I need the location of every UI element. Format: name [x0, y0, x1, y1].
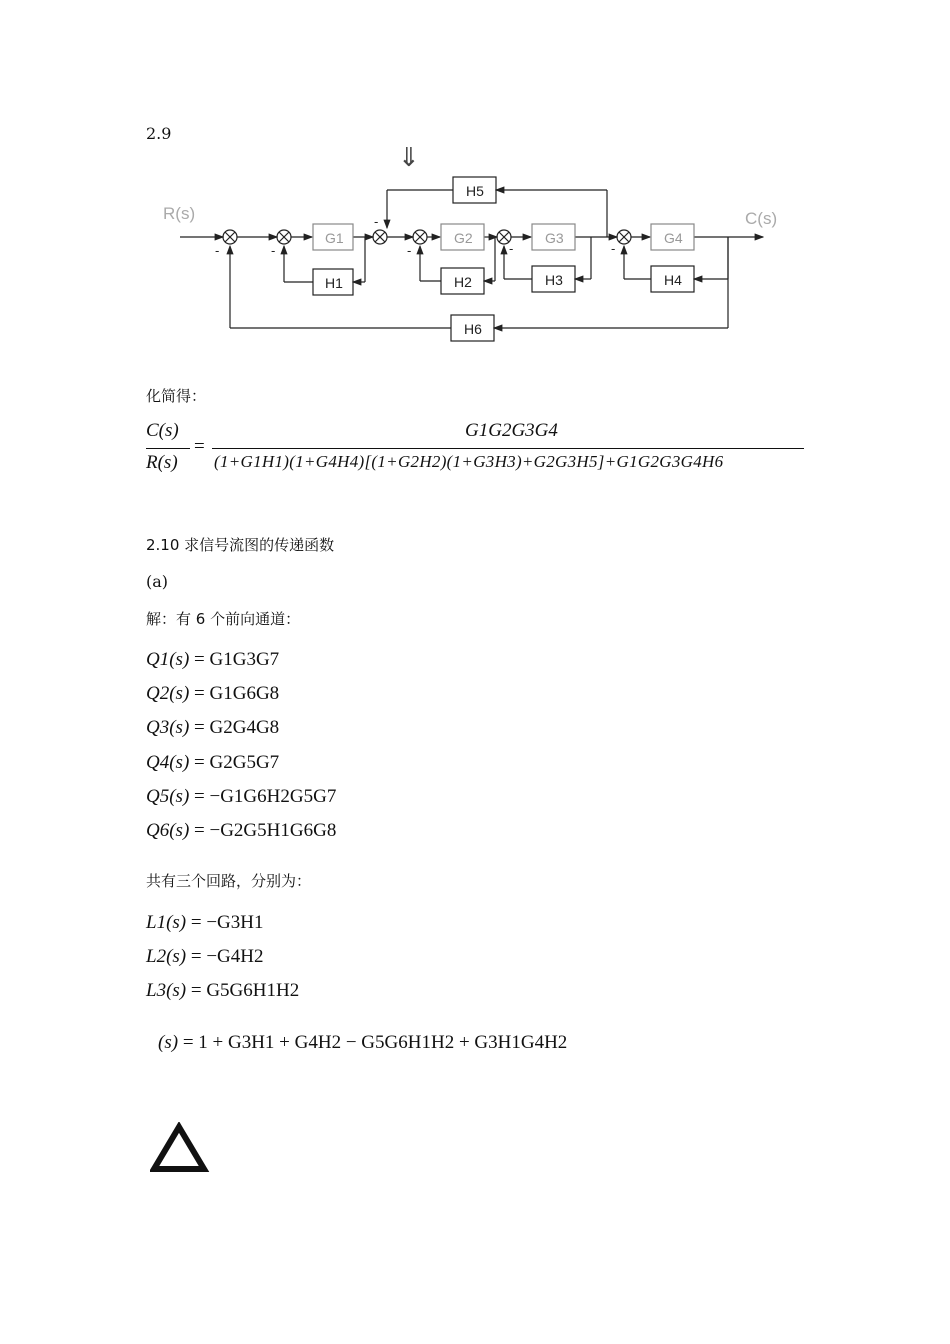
equation-lhs: Q4(s)	[146, 752, 190, 773]
block-label-g1: G1	[325, 230, 344, 246]
rhs-denominator: (1+G1H1)(1+G4H4)[(1+G2H2)(1+G3H3)+G2G3H5]+G1G2G3G4H6	[214, 452, 724, 471]
minus-sign: -	[407, 243, 412, 258]
equation-rhs: = G1G3G7	[194, 649, 280, 670]
section-title-2-10: 2.10 求信号流图的传递函数	[146, 536, 335, 554]
equation-rhs: = −G1G6H2G5G7	[194, 786, 337, 807]
block-label-h3: H3	[545, 272, 563, 288]
minus-sign: -	[215, 243, 220, 258]
equation-rhs: = G2G5G7	[194, 752, 280, 773]
forward-path-q6	[146, 818, 336, 844]
section-title-2-9: 2.9	[146, 124, 172, 143]
block-label-g4: G4	[664, 230, 683, 246]
minus-sign: -	[271, 243, 276, 258]
equation-rhs: = G1G6G8	[194, 683, 280, 704]
simplified-label: 化简得：	[146, 387, 207, 405]
equation-lhs: Q3(s)	[146, 717, 190, 738]
loop-l3	[146, 978, 299, 1004]
input-label: R(s)	[163, 204, 196, 223]
block-label-g2: G2	[454, 230, 473, 246]
equation-lhs: L1(s)	[146, 912, 187, 933]
disturbance-arrow-icon: ⇓	[398, 142, 420, 172]
lhs-denominator: R(s)	[146, 452, 178, 473]
rhs-fraction-bar	[212, 448, 804, 449]
forward-path-q5	[146, 784, 336, 810]
delta-icon	[150, 1122, 210, 1174]
forward-path-q1	[146, 647, 279, 673]
block-label-g3: G3	[545, 230, 564, 246]
equation-lhs: L2(s)	[146, 946, 187, 967]
equation-rhs: = 1 + G3H1 + G4H2 − G5G6H1H2 + G3H1G4H2	[182, 1032, 568, 1053]
minus-sign: -	[611, 241, 616, 256]
rhs-numerator: G1G2G3G4	[465, 420, 558, 441]
lhs-fraction-bar	[146, 448, 190, 449]
equation-rhs: = G5G6H1H2	[190, 980, 300, 1001]
loops-intro: 共有三个回路，分别为：	[146, 872, 312, 890]
equation-rhs: = G2G4G8	[194, 717, 280, 738]
loop-l1	[146, 910, 264, 936]
block-label-h5: H5	[466, 183, 484, 199]
forward-path-q2	[146, 681, 279, 707]
equation-rhs: = −G4H2	[190, 946, 264, 967]
block-diagram	[155, 140, 805, 350]
loop-l2	[146, 944, 264, 970]
equation-lhs: Q2(s)	[146, 683, 190, 704]
block-label-h1: H1	[325, 275, 343, 291]
part-label-a: (a)	[146, 572, 169, 591]
equation-rhs: = −G2G5H1G6G8	[194, 820, 337, 841]
equals-sign: =	[194, 436, 205, 457]
block-label-h6: H6	[464, 321, 482, 337]
output-label: C(s)	[745, 209, 778, 228]
equation-lhs: Q6(s)	[146, 820, 190, 841]
equation-lhs: (s)	[158, 1032, 179, 1053]
lhs-numerator: C(s)	[146, 420, 179, 441]
equation-rhs: = −G3H1	[190, 912, 264, 933]
block-label-h2: H2	[454, 274, 472, 290]
block-label-h4: H4	[664, 272, 682, 288]
equation-lhs: Q5(s)	[146, 786, 190, 807]
determinant-equation	[158, 1030, 567, 1056]
equation-lhs: Q1(s)	[146, 649, 190, 670]
minus-sign: -	[509, 241, 514, 256]
equation-lhs: L3(s)	[146, 980, 187, 1001]
forward-path-q4	[146, 750, 279, 776]
forward-path-q3	[146, 715, 279, 741]
forward-paths-intro: 解：有 6 个前向通道：	[146, 610, 301, 628]
minus-sign: -	[374, 214, 379, 229]
